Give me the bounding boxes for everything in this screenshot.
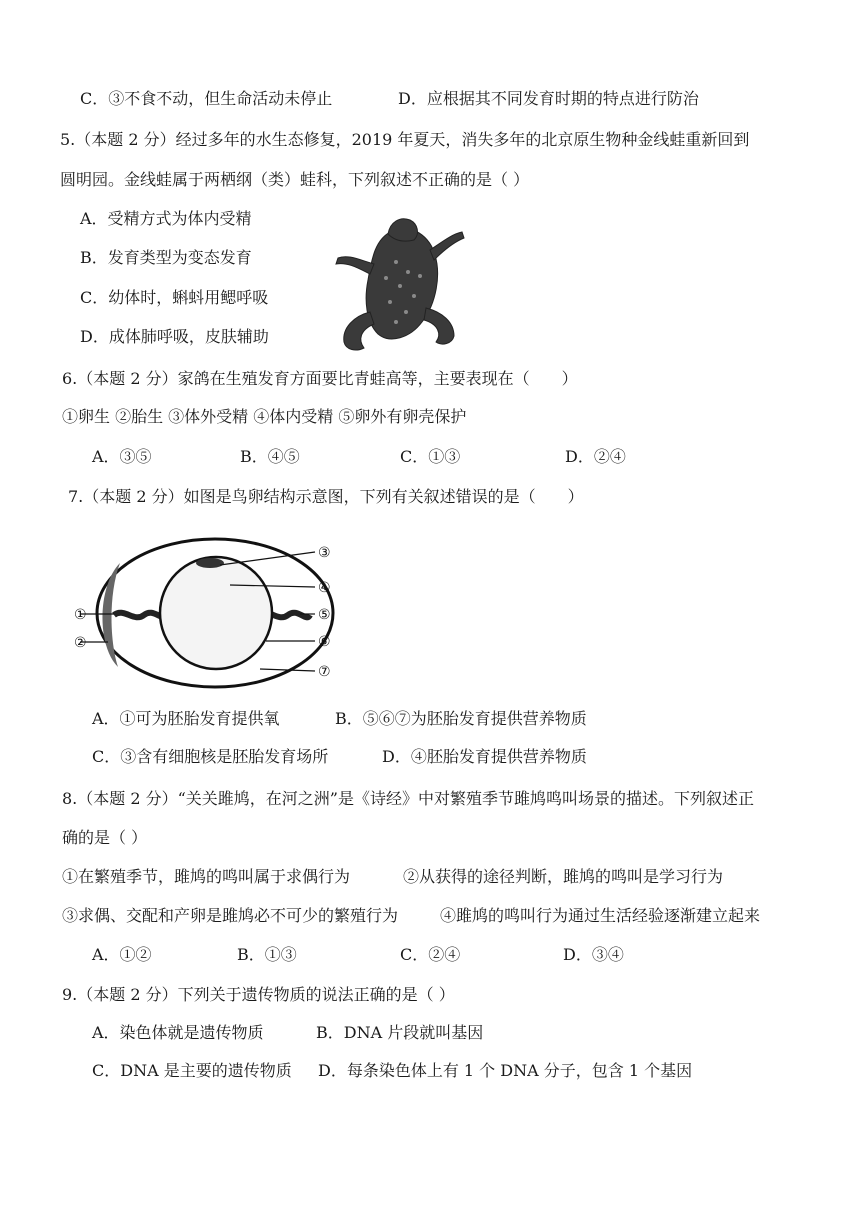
egg-label-7: ⑦ [318,664,331,680]
q8-item-2: ②从获得的途径判断，雎鸠的鸣叫是学习行为 [403,867,724,886]
q7-option-a: A．①可为胚胎发育提供氧 [92,709,280,728]
q5-option-a: A．受精方式为体内受精 [80,209,252,228]
q8-option-c: C．②④ [400,945,461,964]
q5-stem-line2: 圆明园。金线蛙属于两栖纲（类）蛙科，下列叙述不正确的是（ ） [60,170,530,189]
q5-option-c: C．幼体时，蝌蚪用鳃呼吸 [80,288,269,307]
q7-option-c: C．③含有细胞核是胚胎发育场所 [92,747,329,766]
q6-option-d: D．②④ [565,447,626,466]
q5-option-b: B．发育类型为变态发育 [80,248,252,267]
egg-label-1: ① [74,607,87,623]
yolk [160,557,272,669]
q6-option-c: C．①③ [400,447,461,466]
q7-option-b: B．⑤⑥⑦为胚胎发育提供营养物质 [335,709,587,728]
q5-stem-line1: 5.（本题 2 分）经过多年的水生态修复，2019 年夏天，消失多年的北京原生物种金线蛙重新回到 [60,130,750,149]
q8-item-1: ①在繁殖季节，雎鸠的鸣叫属于求偶行为 [62,867,351,886]
q4-option-d: D．应根据其不同发育时期的特点进行防治 [398,89,699,108]
frog-image [330,212,470,360]
q6-option-a: A．③⑤ [92,447,152,466]
q9-option-c: C．DNA 是主要的遗传物质 [92,1061,292,1080]
q9-option-a: A．染色体就是遗传物质 [92,1023,264,1042]
q8-stem-line1: 8.（本题 2 分）“关关雎鸠，在河之洲”是《诗经》中对繁殖季节雎鸠鸣叫场景的描述。下列叙述正 [62,789,754,808]
q8-option-b: B．①③ [237,945,297,964]
q7-stem: 7.（本题 2 分）如图是鸟卵结构示意图，下列有关叙述错误的是（ ） [68,487,584,506]
q6-option-b: B．④⑤ [240,447,300,466]
q8-stem-line2: 确的是（ ） [62,828,148,847]
q8-item-4: ④雎鸠的鸣叫行为通过生活经验逐渐建立起来 [440,906,761,925]
egg-label-5: ⑤ [318,607,331,623]
q9-option-d: D．每条染色体上有 1 个 DNA 分子，包含 1 个基因 [318,1061,693,1080]
egg-label-4: ④ [318,580,331,596]
q6-items: ①卵生 ②胎生 ③体外受精 ④体内受精 ⑤卵外有卵壳保护 [62,407,467,426]
q9-stem: 9.（本题 2 分）下列关于遗传物质的说法正确的是（ ） [62,985,455,1004]
q4-option-c: C．③不食不动，但生命活动未停止 [80,89,333,108]
egg-label-6: ⑥ [318,634,331,650]
egg-label-3: ③ [318,545,331,561]
germinal-disc [196,558,224,568]
q6-stem: 6.（本题 2 分）家鸽在生殖发育方面要比青蛙高等，主要表现在（ ） [62,369,578,388]
q5-option-d: D．成体肺呼吸，皮肤辅助 [80,327,269,346]
q8-option-d: D．③④ [563,945,624,964]
egg-label-2: ② [74,635,87,651]
q8-item-3: ③求偶、交配和产卵是雎鸠必不可少的繁殖行为 [62,906,399,925]
q8-option-a: A．①② [92,945,152,964]
q7-option-d: D．④胚胎发育提供营养物质 [382,747,587,766]
q9-option-b: B．DNA 片段就叫基因 [316,1023,484,1042]
bird-egg-diagram [70,535,350,695]
